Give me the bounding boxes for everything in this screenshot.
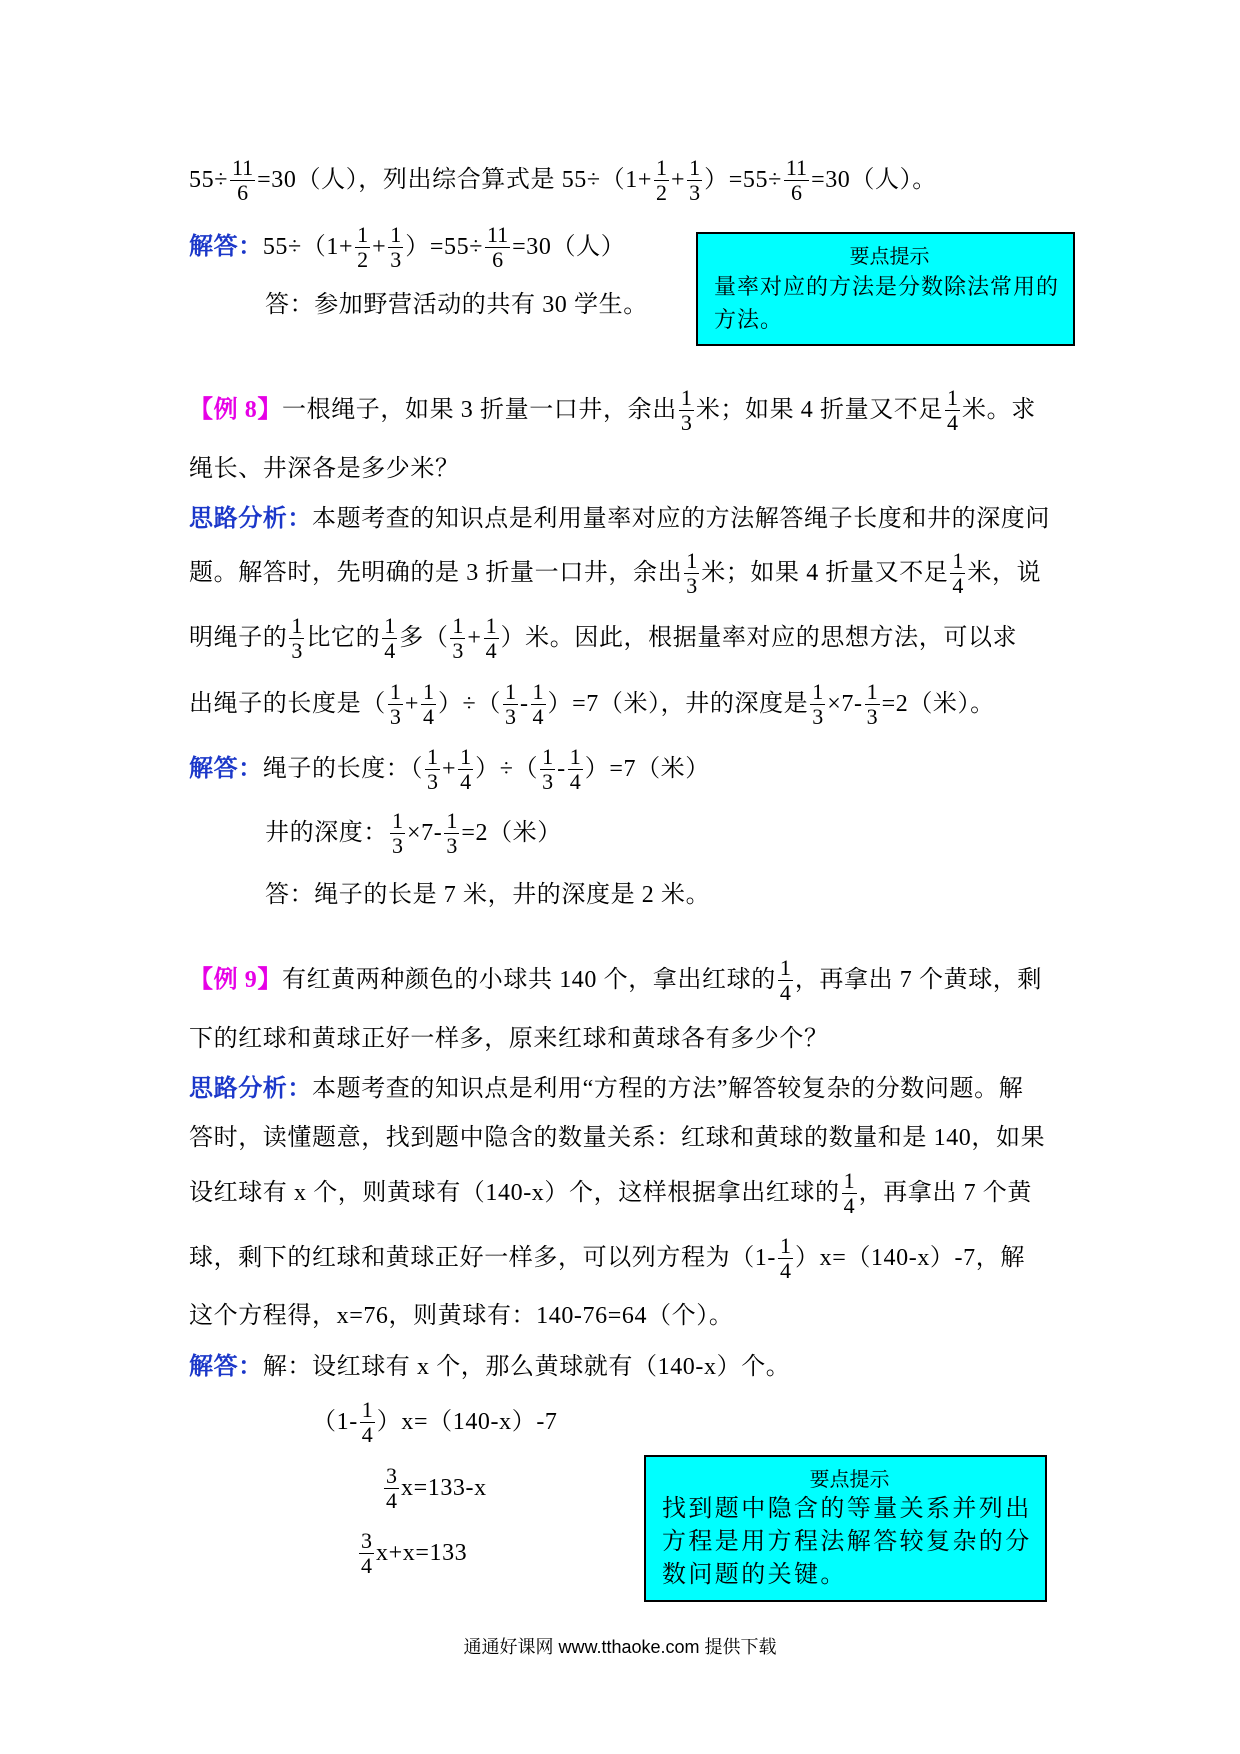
fraction-numerator: 1 — [446, 807, 458, 833]
fraction-denominator: 4 — [460, 768, 472, 794]
fraction — [568, 745, 583, 794]
fraction — [444, 809, 459, 858]
fraction — [390, 809, 405, 858]
fraction-denominator: 3 — [446, 832, 458, 858]
fraction-numerator: 3 — [361, 1527, 372, 1553]
text-line — [189, 674, 995, 734]
fraction-numerator: 1 — [361, 1396, 373, 1422]
fraction-numerator: 1 — [291, 612, 303, 638]
fraction — [289, 614, 304, 663]
text-run: 答时，读懂题意，找到题中隐含的数量关系：红球和黄球的数量和是 140，如果 — [189, 1125, 1046, 1151]
text-line — [189, 217, 625, 277]
fraction-denominator: 3 — [452, 637, 464, 663]
tip-box — [696, 232, 1075, 346]
text-run: 米。求 — [962, 397, 1036, 423]
fraction — [484, 614, 499, 663]
text-run: + — [671, 167, 686, 193]
fraction-numerator: 1 — [680, 384, 692, 410]
fraction-denominator: 3 — [392, 832, 403, 858]
fraction-denominator: 4 — [384, 637, 396, 663]
text-run: 绳长、井深各是多少米？ — [189, 456, 460, 482]
example-marker: 【例 8】 — [189, 397, 282, 423]
fraction-denominator: 3 — [542, 768, 554, 794]
text-run: 下的红球和黄球正好一样多，原来红球和黄球各有多少个？ — [189, 1026, 829, 1052]
fraction — [540, 745, 555, 794]
text-run: 55÷（1+ — [262, 234, 354, 260]
fraction-numerator: 1 — [392, 807, 403, 833]
fraction — [230, 156, 255, 205]
fraction-denominator: 2 — [357, 246, 369, 272]
text-run: + — [442, 756, 457, 782]
fraction-denominator: 2 — [656, 179, 668, 205]
text-line — [189, 1228, 1025, 1288]
fraction — [778, 956, 793, 1005]
text-line — [189, 950, 1042, 1010]
text-run: =2（米）。 — [881, 691, 995, 717]
fraction-denominator: 4 — [843, 1192, 855, 1218]
fraction — [388, 223, 403, 272]
text-run: 这个方程得，x=76，则黄球有：140-76=64（个）。 — [189, 1303, 734, 1329]
text-line — [189, 608, 1017, 668]
example-marker: 【例 9】 — [189, 967, 282, 993]
fraction-numerator: 1 — [389, 678, 401, 704]
fraction-denominator: 3 — [686, 572, 698, 598]
text-run: 一根绳子，如果 3 折量一口井，余出 — [282, 397, 677, 423]
text-run: =30（人），列出综合算式是 55÷（1+ — [257, 167, 653, 193]
fraction-numerator: 1 — [952, 547, 964, 573]
fraction-numerator: 1 — [569, 743, 581, 769]
text-run: 答：参加野营活动的共有 30 学生。 — [265, 292, 648, 318]
fraction-denominator: 6 — [790, 179, 802, 205]
text-run: 绳子的长度：（ — [262, 756, 424, 782]
fraction-numerator: 11 — [231, 154, 254, 180]
fraction-denominator: 3 — [390, 246, 402, 272]
fraction-denominator: 3 — [427, 768, 439, 794]
fraction-numerator: 1 — [780, 1232, 791, 1258]
fraction — [945, 386, 960, 435]
fraction-denominator: 4 — [569, 768, 581, 794]
fraction-denominator: 4 — [361, 1552, 372, 1578]
fraction-numerator: 1 — [485, 612, 497, 638]
fraction-denominator: 3 — [389, 703, 401, 729]
tip-box-body: 找到题中隐含的等量关系并列出方程是用方程法解答较复杂的分数问题的关键。 — [662, 1496, 1032, 1588]
text-run: ）÷（ — [475, 756, 539, 782]
fraction — [654, 156, 669, 205]
fraction-numerator: 1 — [947, 384, 959, 410]
fraction-denominator: 4 — [952, 572, 964, 598]
text-run: + — [404, 691, 419, 717]
fraction-numerator: 1 — [656, 154, 668, 180]
section-label: 思路分析： — [189, 1076, 312, 1102]
text-run: ）x=（140-x）-7 — [376, 1409, 558, 1435]
text-run: ，再拿出 7 个黄球，剩 — [794, 967, 1043, 993]
fraction-denominator: 6 — [492, 246, 504, 272]
text-run: x+x=133 — [376, 1540, 468, 1566]
fraction — [950, 549, 965, 598]
fraction — [384, 1464, 399, 1513]
fraction — [784, 156, 809, 205]
text-run: ）=7（米） — [584, 756, 710, 782]
tip-box — [644, 1455, 1047, 1602]
fraction-numerator: 1 — [460, 743, 472, 769]
text-run: 米；如果 4 折量又不足 — [701, 560, 949, 586]
fraction — [359, 1529, 374, 1578]
fraction-numerator: 1 — [384, 612, 396, 638]
fraction-denominator: 3 — [680, 409, 692, 435]
fraction — [360, 1398, 375, 1447]
fraction-denominator: 3 — [866, 703, 878, 729]
text-run: 米，说 — [967, 560, 1042, 586]
fraction-numerator: 1 — [357, 221, 369, 247]
text-line — [189, 380, 1036, 440]
fraction-numerator: 1 — [843, 1167, 855, 1193]
fraction-denominator: 3 — [291, 637, 303, 663]
text-run: ，再拿出 7 个黄 — [858, 1180, 1032, 1206]
section-label: 解答： — [189, 234, 263, 260]
fraction-denominator: 4 — [386, 1487, 397, 1513]
fraction-denominator: 6 — [237, 179, 249, 205]
text-line — [265, 865, 710, 925]
text-run: ）÷（ — [437, 691, 501, 717]
fraction-denominator: 4 — [532, 703, 544, 729]
text-run: + — [372, 234, 387, 260]
fraction — [531, 680, 546, 729]
text-run: =30（人） — [512, 234, 626, 260]
text-line — [265, 803, 562, 863]
fraction — [684, 549, 699, 598]
text-run: ）=7（米），井的深度是 — [547, 691, 809, 717]
fraction-numerator: 1 — [779, 954, 791, 980]
text-run: - — [557, 756, 566, 782]
fraction-numerator: 1 — [812, 678, 824, 704]
text-run: 井的深度： — [265, 820, 388, 846]
text-run: =30（人）。 — [811, 167, 937, 193]
text-run: =2（米） — [461, 820, 562, 846]
text-run: ）=55÷ — [704, 167, 782, 193]
text-run: 答：绳子的长是 7 米，井的深度是 2 米。 — [265, 882, 711, 908]
text-run: 本题考查的知识点是利用量率对应的方法解答绳子长度和井的深度问 — [312, 506, 1050, 532]
tip-box-title: 要点提示 — [809, 1469, 890, 1491]
fraction-denominator: 3 — [504, 703, 516, 729]
fraction-denominator: 3 — [812, 703, 824, 729]
text-run: ×7- — [407, 820, 443, 846]
text-line — [189, 150, 937, 210]
fraction-numerator: 1 — [390, 221, 402, 247]
text-run: + — [467, 625, 482, 651]
text-run: 题。解答时，先明确的是 3 折量一口井，余出 — [189, 560, 683, 586]
fraction-denominator: 4 — [780, 1257, 791, 1283]
text-run: 设红球有 x 个，则黄球有（140-x）个，这样根据拿出红球的 — [189, 1180, 840, 1206]
text-line — [265, 275, 648, 335]
fraction-numerator: 1 — [542, 743, 554, 769]
fraction — [458, 745, 473, 794]
fraction — [421, 680, 436, 729]
text-run: - — [519, 691, 529, 717]
text-run: ）=55÷ — [405, 234, 483, 260]
fraction-denominator: 4 — [361, 1421, 373, 1447]
fraction-numerator: 11 — [785, 154, 808, 180]
text-run: ）x=（140-x）-7，解 — [795, 1245, 1025, 1271]
fraction — [382, 614, 397, 663]
text-run: 球，剩下的红球和黄球正好一样多，可以列方程为（1- — [189, 1245, 776, 1271]
text-line — [189, 1163, 1032, 1223]
fraction-numerator: 11 — [486, 221, 509, 247]
fraction — [355, 223, 370, 272]
text-run: 明绳子的 — [189, 625, 288, 651]
fraction-numerator: 1 — [427, 743, 439, 769]
fraction-numerator: 1 — [689, 154, 701, 180]
tip-box-title: 要点提示 — [849, 246, 930, 268]
text-run: 米；如果 4 折量又不足 — [695, 397, 944, 423]
footer-credit: 通通好课网 www.tthaoke.com 提供下载 — [463, 1637, 777, 1657]
fraction-denominator: 4 — [947, 409, 959, 435]
text-line — [189, 543, 1041, 603]
fraction — [679, 386, 694, 435]
text-line — [189, 1337, 790, 1397]
text-run: 出绳子的长度是（ — [189, 691, 386, 717]
fraction-denominator: 3 — [689, 179, 701, 205]
fraction-numerator: 1 — [422, 678, 434, 704]
section-label: 解答： — [189, 756, 263, 782]
text-line — [189, 489, 1050, 549]
text-run: 解：设红球有 x 个，那么黄球就有（140-x）个。 — [262, 1354, 791, 1380]
text-line — [312, 1392, 558, 1452]
fraction — [450, 614, 465, 663]
text-run: 比它的 — [306, 625, 381, 651]
fraction-numerator: 1 — [504, 678, 516, 704]
fraction — [388, 680, 403, 729]
section-label: 思路分析： — [189, 506, 312, 532]
text-run: 有红黄两种颜色的小球共 140 个，拿出红球的 — [282, 967, 776, 993]
text-run: x=133-x — [401, 1475, 487, 1501]
text-line — [189, 1108, 1045, 1168]
fraction — [485, 223, 510, 272]
fraction-denominator: 4 — [779, 979, 791, 1005]
text-line — [382, 1458, 487, 1518]
fraction-numerator: 1 — [532, 678, 544, 704]
fraction-denominator: 4 — [422, 703, 434, 729]
text-run: 55÷ — [189, 167, 228, 193]
fraction-numerator: 1 — [866, 678, 878, 704]
fraction — [865, 680, 880, 729]
fraction — [810, 680, 825, 729]
text-run: ）米。因此，根据量率对应的思想方法，可以求 — [500, 625, 1018, 651]
fraction — [687, 156, 702, 205]
text-run: ×7- — [827, 691, 863, 717]
fraction — [425, 745, 440, 794]
section-label: 解答： — [189, 1354, 263, 1380]
fraction-numerator: 3 — [386, 1462, 397, 1488]
fraction — [842, 1169, 857, 1218]
tip-box-body: 量率对应的方法是分数除法常用的方法。 — [714, 274, 1060, 332]
fraction — [778, 1234, 793, 1283]
text-run: 多（ — [399, 625, 449, 651]
text-run: 本题考查的知识点是利用“方程的方法”解答较复杂的分数问题。解 — [312, 1076, 1024, 1102]
text-run: （1- — [312, 1409, 358, 1435]
text-line — [189, 739, 710, 799]
fraction — [503, 680, 518, 729]
fraction-denominator: 4 — [485, 637, 497, 663]
text-line — [357, 1523, 467, 1583]
fraction-numerator: 1 — [686, 547, 698, 573]
fraction-numerator: 1 — [452, 612, 464, 638]
